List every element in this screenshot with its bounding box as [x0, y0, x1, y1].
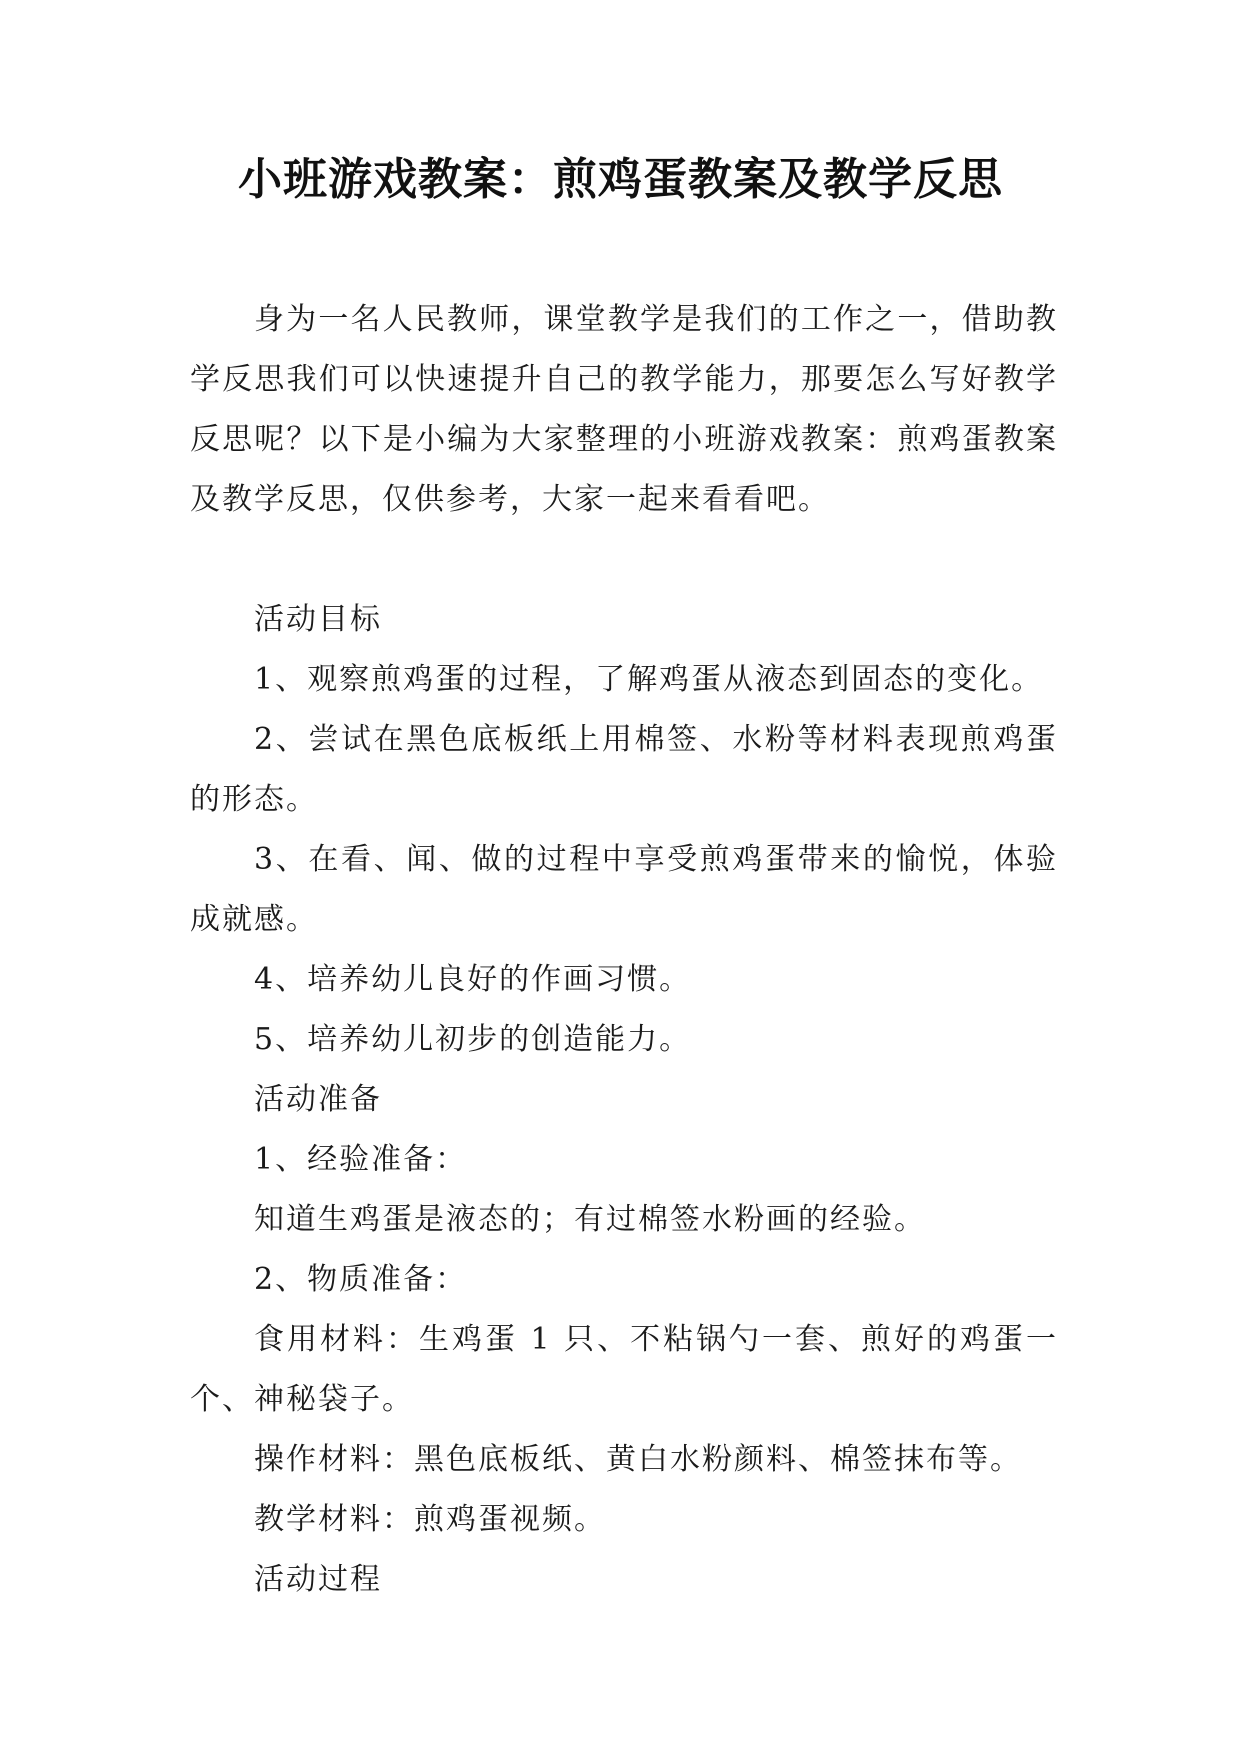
- document-title: 小班游戏教案：煎鸡蛋教案及教学反思: [238, 154, 1003, 205]
- document-body: [190, 290, 1058, 1610]
- operation-materials: 操作材料：黑色底板纸、黄白水粉颜料、棉签抹布等。: [254, 1442, 1022, 1477]
- goal-item-5: 5、培养幼儿初步的创造能力。: [254, 1022, 692, 1057]
- goals-heading: 活动目标: [254, 602, 382, 637]
- goal-item-2: 2、尝试在黑色底板纸上用棉签、水粉等材料表现煎鸡蛋的形态。: [190, 722, 1058, 817]
- goal-item-4: 4、培养幼儿良好的作画习惯。: [254, 962, 692, 997]
- preparation-heading: 活动准备: [254, 1082, 382, 1117]
- food-materials: 食用材料：生鸡蛋 1 只、不粘锅勺一套、煎好的鸡蛋一个、神秘袋子。: [190, 1322, 1058, 1417]
- experience-text: 知道生鸡蛋是液态的；有过棉签水粉画的经验。: [254, 1202, 926, 1237]
- experience-label: 1、经验准备：: [254, 1142, 468, 1177]
- goal-item-1: 1、观察煎鸡蛋的过程，了解鸡蛋从液态到固态的变化。: [254, 662, 1044, 697]
- process-heading: 活动过程: [254, 1562, 382, 1597]
- material-label: 2、物质准备：: [254, 1262, 468, 1297]
- goal-item-3: 3、在看、闻、做的过程中享受煎鸡蛋带来的愉悦，体验成就感。: [190, 842, 1058, 937]
- intro-paragraph: 身为一名人民教师，课堂教学是我们的工作之一，借助教学反思我们可以快速提升自己的教学能力，那要怎么写好教学反思呢？以下是小编为大家整理的小班游戏教案：煎鸡蛋教案及教学反思，仅供参考，大家一起来看看吧。: [190, 302, 1058, 517]
- teaching-materials: 教学材料：煎鸡蛋视频。: [254, 1502, 606, 1537]
